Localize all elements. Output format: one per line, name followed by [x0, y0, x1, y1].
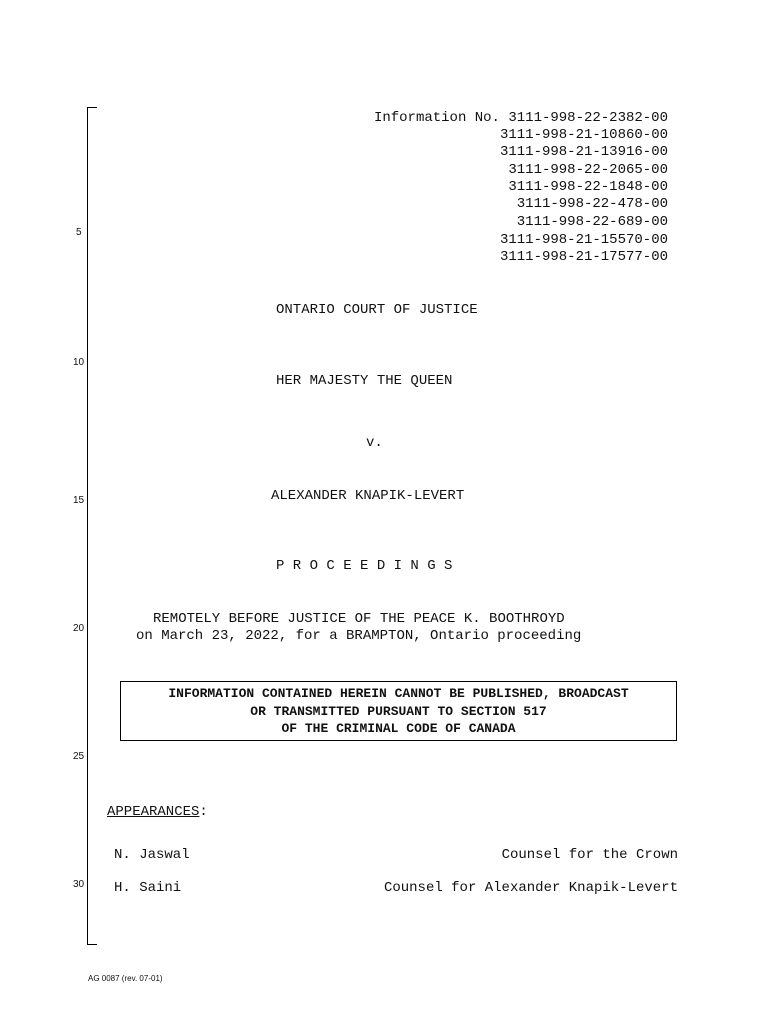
information-number: 3111-998-22-1848-00: [508, 179, 668, 195]
form-footer: AG 0087 (rev. 07-01): [88, 974, 163, 983]
information-number: 3111-998-22-689-00: [516, 214, 668, 230]
appearance-role: Counsel for Alexander Knapik-Levert: [383, 880, 678, 896]
line-number-30: 30: [73, 879, 85, 890]
margin-bracket-top: [87, 107, 97, 108]
information-number-label: Information No. 3111-998-22-2382-00: [373, 110, 668, 126]
crown-party: HER MAJESTY THE QUEEN: [276, 373, 453, 389]
line-number-5: 5: [76, 227, 82, 238]
publication-ban-line: OR TRANSMITTED PURSUANT TO SECTION 517: [250, 703, 547, 719]
line-number-25: 25: [73, 751, 85, 762]
publication-ban-line: INFORMATION CONTAINED HEREIN CANNOT BE PUBLISHED, BROADCAST: [168, 686, 629, 701]
proceedings-title: P R O C E E D I N G S: [276, 558, 453, 574]
margin-bracket-line: [87, 107, 88, 945]
appearance-role: Counsel for the Crown: [501, 847, 678, 863]
appearance-name: N. Jaswal: [114, 847, 190, 863]
information-number: 3111-998-21-13916-00: [499, 144, 668, 160]
information-number: 3111-998-21-10860-00: [499, 127, 668, 143]
publication-ban-line: OF THE CRIMINAL CODE OF CANADA: [281, 721, 516, 736]
margin-bracket-bottom: [87, 944, 97, 945]
court-name: ONTARIO COURT OF JUSTICE: [276, 302, 478, 318]
appearances-colon: :: [199, 804, 208, 820]
publication-ban-notice: [120, 681, 677, 741]
information-number: 3111-998-21-17577-00: [499, 249, 668, 265]
accused-party: ALEXANDER KNAPIK-LEVERT: [271, 488, 465, 504]
proceeding-date-line: on March 23, 2022, for a BRAMPTON, Ontario proceeding: [136, 628, 582, 644]
appearances-heading-group: [107, 804, 208, 820]
versus-label: v.: [366, 435, 383, 451]
appearance-name: H. Saini: [114, 880, 182, 896]
appearances-heading: APPEARANCES: [107, 804, 200, 820]
information-number: 3111-998-22-2065-00: [508, 162, 668, 178]
information-number: 3111-998-22-478-00: [516, 196, 668, 212]
line-number-10: 10: [73, 357, 85, 368]
line-number-15: 15: [73, 495, 85, 506]
before-justice-line: REMOTELY BEFORE JUSTICE OF THE PEACE K. BOOTHROYD: [153, 611, 565, 627]
line-number-20: 20: [73, 623, 85, 634]
information-number: 3111-998-21-15570-00: [499, 232, 668, 248]
